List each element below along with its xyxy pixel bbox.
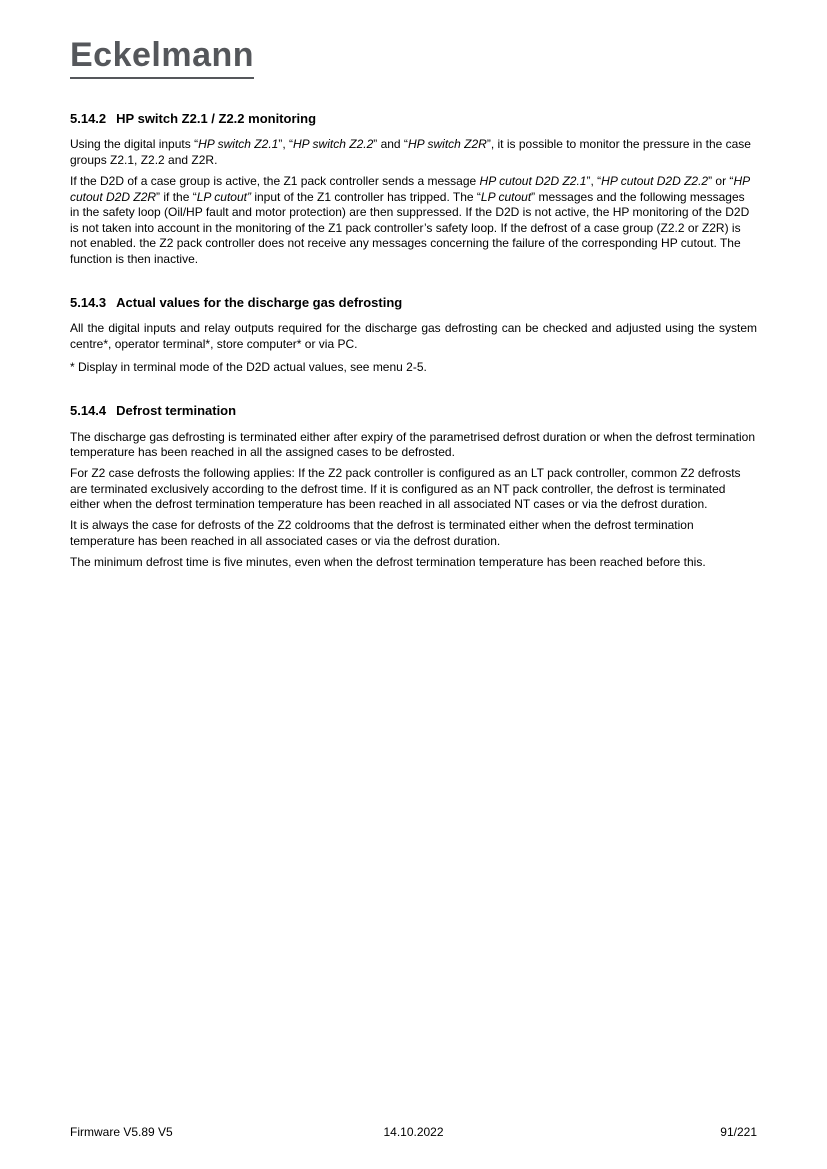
text-run: ”, “	[586, 173, 602, 188]
paragraph	[70, 430, 757, 461]
section-heading	[70, 295, 757, 311]
section-hp-switch-monitoring	[70, 111, 757, 268]
text-run: The discharge gas defrosting is terminated either after expiry of the parametrised defrost duration or when the defrost termination temperature has been reached in all the assigned cases to be defrosted.	[70, 429, 756, 460]
section-title: Defrost termination	[116, 402, 237, 418]
page-footer	[70, 1125, 757, 1139]
text-run: HP cutout D2D Z2R	[70, 173, 750, 204]
text-run: LP cutout	[480, 189, 532, 204]
paragraph	[70, 321, 757, 352]
text-run: ” messages and the following messages in the safety loop (Oil/HP fault and motor protection) are then suppressed. If the D2D is not active, the HP monitoring of the D2D is not taken into account in the monitoring of the Z1 pack controller’s safety loop. If the defrost of a case group (Z2.2 or Z2R) is not enabled. the Z2 pack controller does not receive any messages concerning the failure of the corresponding HP cutout. The function is then inactive.	[70, 189, 750, 266]
section-title: Actual values for the discharge gas defrosting	[116, 294, 403, 310]
text-run: For Z2 case defrosts the following applies: If the Z2 pack controller is configured as an LT pack controller, common Z2 defrosts are terminated exclusively according to the defrost time. If it is configured as an NT pack controller, the defrost is terminated either when the defrost termination temperature has been reached in all associated NT cases or via the defrost duration.	[70, 466, 741, 512]
footer-date: 14.10.2022	[383, 1125, 444, 1139]
text-run: If the D2D of a case group is active, the Z1 pack controller sends a message	[70, 173, 480, 188]
paragraph	[70, 518, 757, 549]
text-run: LP cutout”	[196, 189, 251, 204]
section-number: 5.14.2	[70, 110, 107, 126]
text-run: ” and “	[373, 137, 408, 152]
section-defrost-termination	[70, 403, 757, 571]
section-actual-values	[70, 295, 757, 376]
text-run: The minimum defrost time is five minutes, even when the defrost termination temperature has been reached before this.	[70, 555, 706, 570]
text-run: It is always the case for defrosts of the Z2 coldrooms that the defrost is terminated either when the defrost termination temperature has been reached in all associated cases or via the defrost duration.	[70, 518, 694, 549]
paragraph	[70, 174, 757, 268]
header	[70, 38, 757, 79]
paragraph	[70, 466, 757, 513]
text-run: HP switch Z2R	[407, 137, 487, 152]
footnote	[70, 360, 757, 376]
text-run: All the digital inputs and relay outputs required for the discharge gas defrosting can be checked and adjusted using the system centre*, operator terminal*, store computer* or via PC.	[70, 321, 757, 351]
eckelmann-logo: Eckelmann	[70, 38, 254, 79]
section-heading	[70, 403, 757, 419]
text-run: input of the Z1 controller has tripped. The “	[251, 189, 481, 204]
text-run: ”, “	[278, 137, 293, 152]
paragraph	[70, 137, 757, 168]
text-run: * Display in terminal mode of the D2D actual values, see menu 2-5.	[70, 360, 427, 375]
footer-firmware-version: Firmware V5.89 V5	[70, 1125, 173, 1139]
text-run: Using the digital inputs “	[70, 137, 199, 152]
text-run: HP cutout D2D Z2.2	[601, 173, 709, 188]
footer-page-number: 91/221	[720, 1125, 757, 1139]
text-run: ”, it is possible to monitor the pressure in the case groups Z2.1, Z2.2 and Z2R.	[70, 137, 751, 167]
section-title: HP switch Z2.1 / Z2.2 monitoring	[116, 110, 317, 126]
section-number: 5.14.3	[70, 294, 107, 310]
section-heading	[70, 111, 757, 127]
text-run: HP switch Z2.1	[198, 137, 279, 152]
paragraph	[70, 555, 757, 571]
text-run: ” or “	[708, 173, 734, 188]
text-run: ” if the “	[156, 189, 197, 204]
document-body	[70, 111, 757, 571]
text-run: HP switch Z2.2	[293, 137, 374, 152]
text-run: HP cutout D2D Z2.1	[479, 173, 587, 188]
section-number: 5.14.4	[70, 402, 107, 418]
